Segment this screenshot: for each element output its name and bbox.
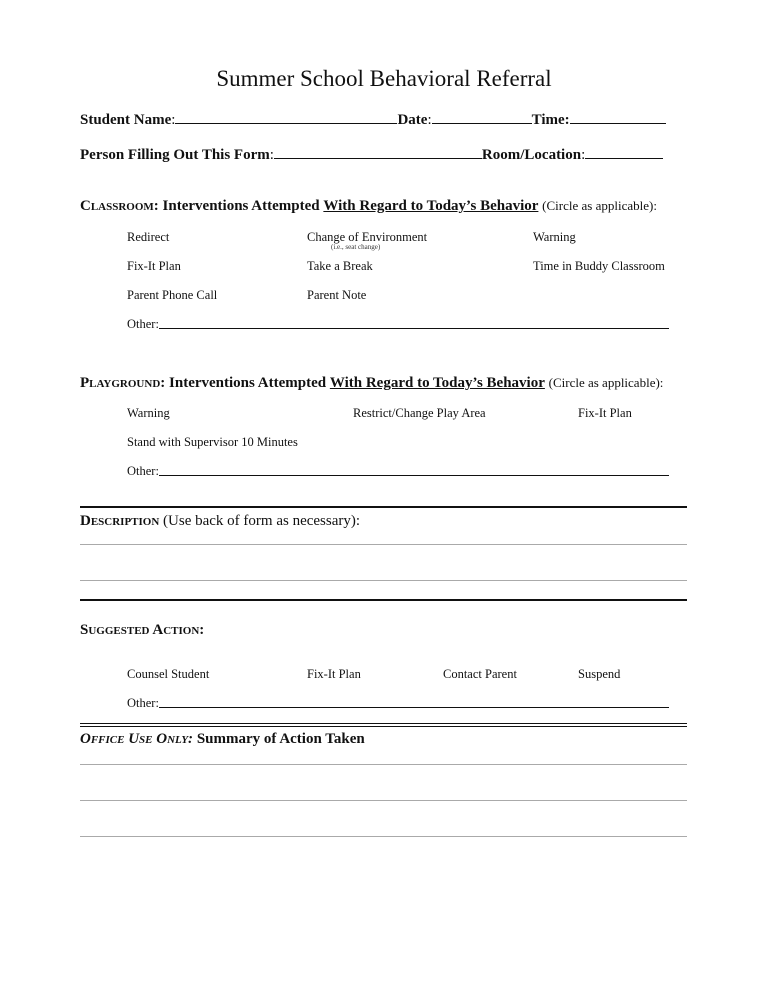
- classroom-other-label: Other:: [127, 317, 159, 331]
- office-use-line[interactable]: [80, 764, 687, 765]
- section-divider: [80, 506, 687, 508]
- student-info-row: [80, 109, 666, 130]
- description-heading-label: Description: [80, 513, 160, 529]
- action-option-counsel-student[interactable]: Counsel Student: [127, 667, 210, 681]
- playground-heading-underlined: With Regard to Today’s Behavior: [329, 375, 545, 391]
- classroom-heading-text: Interventions Attempted: [162, 198, 320, 214]
- office-divider: [80, 723, 687, 727]
- classroom-option-change-environment[interactable]: Change of Environment: [307, 230, 428, 244]
- office-use-text: Summary of Action Taken: [196, 731, 365, 747]
- person-label: Person Filling Out This Form: [80, 147, 270, 163]
- classroom-option-take-a-break[interactable]: Take a Break: [307, 259, 373, 273]
- description-line[interactable]: [80, 544, 687, 545]
- classroom-heading-underlined: With Regard to Today’s Behavior: [323, 198, 539, 214]
- time-label: Time:: [531, 112, 570, 128]
- playground-other-field[interactable]: [159, 475, 669, 476]
- action-other-field[interactable]: [159, 707, 669, 708]
- classroom-other-field[interactable]: [159, 328, 669, 329]
- time-field[interactable]: [570, 109, 666, 124]
- action-option-fix-it-plan[interactable]: Fix-It Plan: [307, 667, 361, 681]
- date-label: Date: [397, 112, 428, 128]
- colon: :: [269, 147, 274, 163]
- playground-option-warning[interactable]: Warning: [127, 406, 170, 420]
- person-info-row: [80, 144, 663, 165]
- classroom-env-note: (i.e., seat change): [331, 243, 381, 251]
- playground-other-label: Other:: [127, 464, 159, 478]
- colon: :: [427, 112, 432, 128]
- date-field[interactable]: [432, 109, 532, 124]
- colon: :: [171, 112, 176, 128]
- playground-heading-label: Playground:: [80, 375, 166, 391]
- playground-option-fix-it-plan[interactable]: Fix-It Plan: [578, 406, 632, 420]
- room-field[interactable]: [585, 144, 663, 159]
- action-other-label: Other:: [127, 696, 159, 710]
- section-divider: [80, 599, 687, 601]
- playground-heading-text: Interventions Attempted: [169, 375, 327, 391]
- classroom-heading-label: Classroom:: [80, 198, 159, 214]
- office-use-label: Office Use Only:: [80, 731, 194, 747]
- suggested-action-label: Suggested Action:: [80, 622, 205, 638]
- playground-option-stand-with-supervisor[interactable]: Stand with Supervisor 10 Minutes: [127, 435, 298, 449]
- action-option-contact-parent[interactable]: Contact Parent: [443, 667, 517, 681]
- classroom-option-buddy-classroom[interactable]: Time in Buddy Classroom: [533, 259, 665, 273]
- action-option-suspend[interactable]: Suspend: [578, 667, 621, 681]
- student-name-label: Student Name: [80, 112, 172, 128]
- suggested-action-heading: [80, 620, 204, 640]
- classroom-option-parent-note[interactable]: Parent Note: [307, 288, 367, 302]
- room-label: Room/Location: [481, 147, 582, 163]
- description-note: (Use back of form as necessary):: [163, 513, 361, 529]
- colon: :: [581, 147, 586, 163]
- playground-heading-note: (Circle as applicable):: [548, 375, 664, 390]
- office-use-line[interactable]: [80, 836, 687, 837]
- office-use-heading: [80, 729, 365, 749]
- student-name-field[interactable]: [175, 109, 397, 124]
- classroom-option-redirect[interactable]: Redirect: [127, 230, 170, 244]
- office-use-line[interactable]: [80, 800, 687, 801]
- classroom-option-parent-phone-call[interactable]: Parent Phone Call: [127, 288, 218, 302]
- classroom-heading: [80, 196, 657, 216]
- person-field[interactable]: [274, 144, 482, 159]
- description-line[interactable]: [80, 580, 687, 581]
- description-heading: [80, 511, 360, 531]
- playground-option-restrict-play-area[interactable]: Restrict/Change Play Area: [353, 406, 486, 420]
- playground-heading: [80, 373, 663, 393]
- classroom-option-fix-it-plan[interactable]: Fix-It Plan: [127, 259, 181, 273]
- classroom-heading-note: (Circle as applicable):: [542, 198, 657, 213]
- form-title: Summer School Behavioral Referral: [216, 66, 552, 91]
- classroom-option-warning[interactable]: Warning: [533, 230, 576, 244]
